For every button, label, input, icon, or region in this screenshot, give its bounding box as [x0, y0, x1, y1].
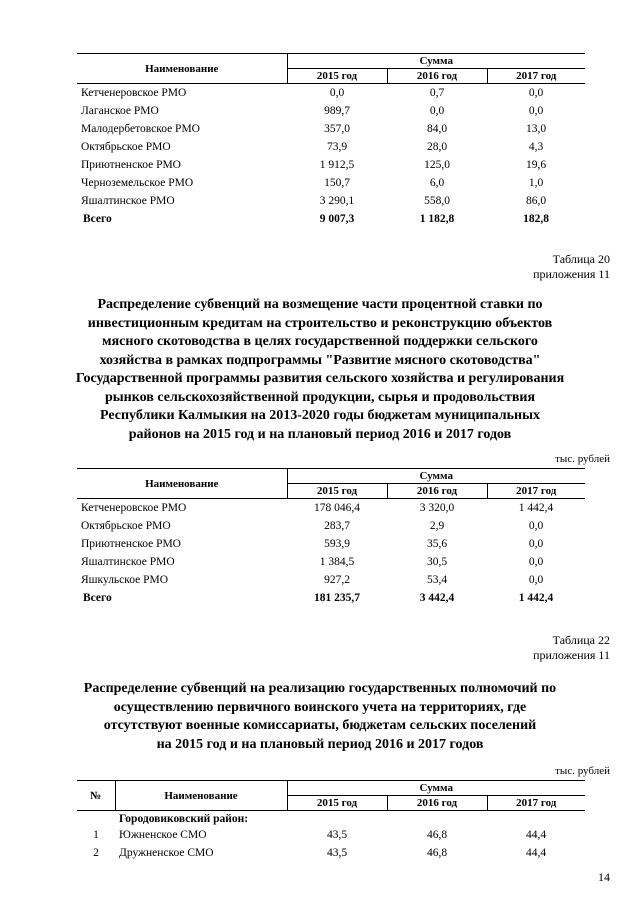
header-name: Наименование — [77, 54, 287, 84]
header-sum: Сумма — [287, 469, 585, 484]
header-year: 2017 год — [487, 69, 585, 84]
header-name: Наименование — [115, 781, 287, 811]
header-name: Наименование — [77, 469, 287, 499]
table-row: Яшалтинское РМО 1 384,5 30,5 0,0 — [81, 556, 544, 568]
table-number-note — [533, 252, 610, 282]
appendix-ref: приложения 11 — [533, 648, 610, 662]
table-row: Приютненское РМО 593,9 35,6 0,0 — [81, 538, 544, 550]
table-number: Таблица 22 — [552, 633, 610, 647]
header-year: 2015 год — [287, 796, 387, 811]
group-label: Городовиковский район: — [119, 812, 249, 825]
table-row: 2 Дружненское СМО 43,5 46,8 44,4 — [93, 847, 547, 859]
total-row: Всего 9 007,3 1 182,8 182,8 — [83, 213, 549, 225]
section-c-title: Распределение субвенций на реализацию государственных полномочий по осуществлению первичного воинского учета на территориях, где отсутствуют военные комиссариаты, бюджетам сельских поселений на 2015 год и на плановый период 2016 и 2017 годов — [83, 681, 557, 752]
section-b-title: Распределение субвенций на возмещение части процентной ставки по инвестиционным кредитам на строительство и реконструкцию объектов мясного скотоводства в целях государственной поддержки сельского хозяйства в рамках подпрограммы "Развитие мясного скотоводства" Государственной программы развития сельского хозяйства и регулирования рынков сельскохозяйственной продукции, сырья и продовольствия Республики Калмыкия на 2013-2020 годы бюджетам муниципальных районов на 2015 год и на плановый период 2016 и 2017 годов — [75, 297, 565, 442]
table-number-note — [533, 633, 610, 663]
total-row: Всего 181 235,7 3 442,4 1 442,4 — [83, 592, 554, 604]
header-year: 2015 год — [287, 484, 387, 499]
header-year: 2017 год — [487, 484, 585, 499]
table-row: Кетченеровское РМО 0,0 0,7 0,0 — [81, 87, 544, 99]
units-label: тыс. рублей — [555, 765, 610, 777]
header-number: № — [77, 781, 115, 811]
appendix-ref: приложения 11 — [533, 267, 610, 281]
table-row: Малодербетовское РМО 357,0 84,0 13,0 — [81, 123, 547, 135]
group-row — [77, 811, 585, 827]
table-row: Кетченеровское РМО 178 046,4 3 320,0 1 442,4 — [81, 502, 554, 514]
header-year: 2016 год — [387, 796, 487, 811]
header-year: 2017 год — [487, 796, 585, 811]
header-sum: Сумма — [287, 54, 585, 69]
table-row: Черноземельское РМО 150,7 6,0 1,0 — [81, 177, 544, 189]
header-year: 2016 год — [387, 484, 487, 499]
table-row: Приютненское РМО 1 912,5 125,0 19,6 — [81, 159, 547, 171]
table-row: 1 Южненское СМО 43,5 46,8 44,4 — [93, 829, 547, 841]
table-a — [77, 53, 585, 228]
page-number: 14 — [598, 870, 610, 884]
table-c — [77, 780, 585, 862]
table-row: Октябрьское РМО 73,9 28,0 4,3 — [81, 141, 544, 153]
table-row: Лаганское РМО 989,7 0,0 0,0 — [81, 105, 544, 117]
units-label: тыс. рублей — [555, 453, 610, 465]
header-year: 2015 год — [287, 69, 387, 84]
table-row: Октябрьское РМО 283,7 2,9 0,0 — [81, 520, 544, 532]
table-row: Яшалтинское РМО 3 290,1 558,0 86,0 — [81, 195, 547, 207]
header-year: 2016 год — [387, 69, 487, 84]
table-row: Яшкульское РМО 927,2 53,4 0,0 — [81, 574, 544, 586]
table-b — [77, 468, 585, 607]
table-number: Таблица 20 — [552, 252, 610, 266]
header-sum: Сумма — [287, 781, 585, 796]
